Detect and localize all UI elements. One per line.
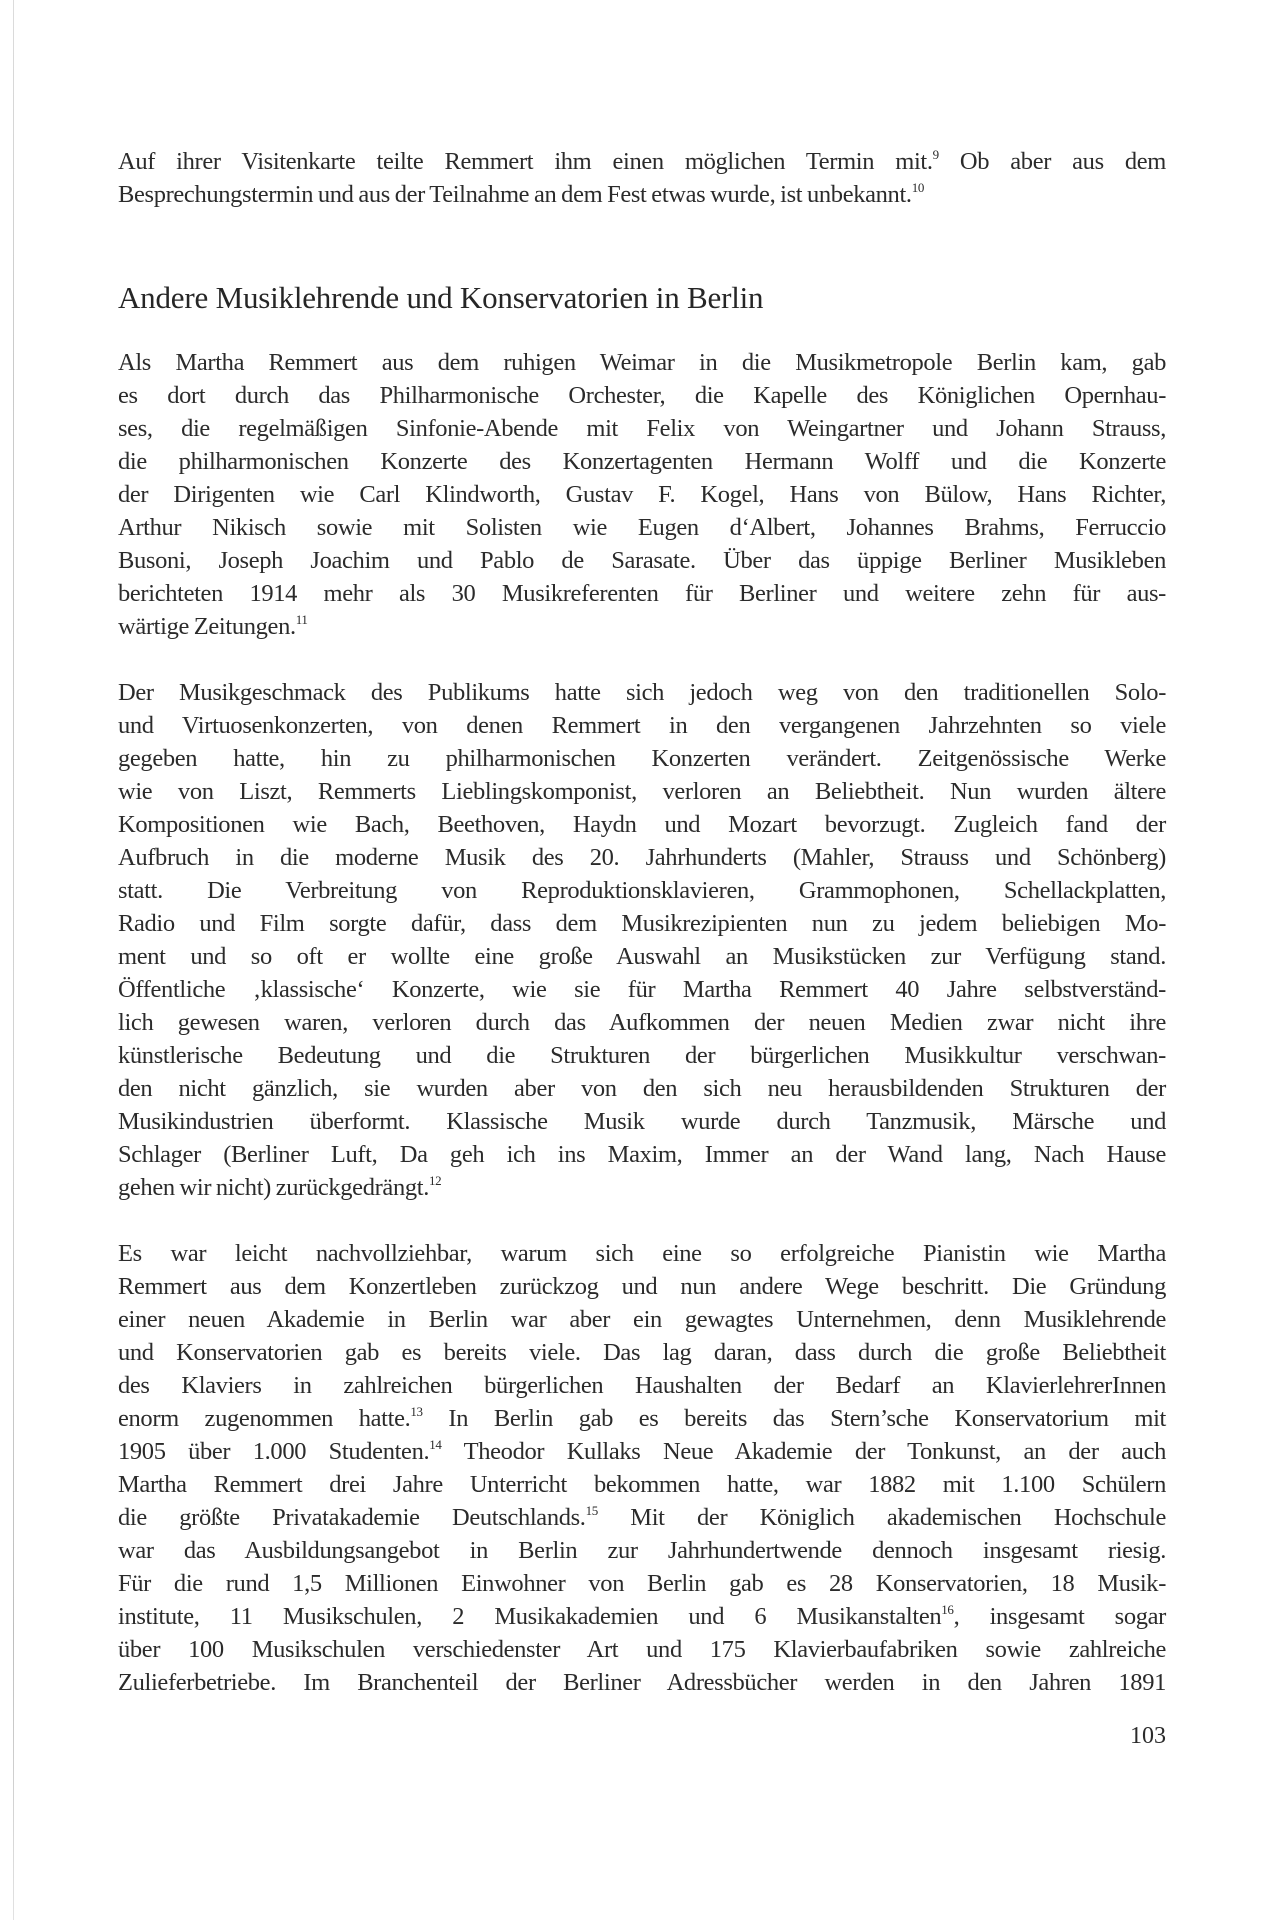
text-line: den nicht gänzlich, sie wurden aber von den sich neu herausbildenden Strukturen der	[118, 1075, 1166, 1102]
text-line: statt. Die Verbreitung von Reproduktionsklavieren, Grammophonen, Schellackplatten,	[118, 877, 1166, 904]
text-line: Martha Remmert drei Jahre Unterricht bekommen hatte, war 1882 mit 1.100 Schülern	[118, 1471, 1166, 1498]
text-line: gegeben hatte, hin zu philharmonischen Konzerten verändert. Zeitgenössische Werke	[118, 745, 1166, 772]
text-line: Auf ihrer Visitenkarte teilte Remmert ihm einen möglichen Termin mit.$^9$ Ob aber aus dem	[118, 147, 1166, 175]
footnote-ref[interactable]: 16	[941, 1602, 954, 1617]
text-line: 1905 über 1.000 Studenten.$^{14}$ Theodor Kullaks Neue Akademie der Tonkunst, an der auch	[118, 1437, 1166, 1465]
text-line: Arthur Nikisch sowie mit Solisten wie Eugen d‘Albert, Johannes Brahms, Ferruccio	[118, 514, 1166, 541]
page-number: 103	[1130, 1723, 1166, 1749]
text-line: Musikindustrien überformt. Klassische Musik wurde durch Tanzmusik, Märsche und	[118, 1108, 1166, 1135]
text-line: es dort durch das Philharmonische Orchester, die Kapelle des Königlichen Opernhau-	[118, 382, 1166, 409]
text-line: Es war leicht nachvollziehbar, warum sich eine so erfolgreiche Pianistin wie Martha	[118, 1240, 1166, 1267]
text-line: institute, 11 Musikschulen, 2 Musikakademien und 6 Musikanstalten$^{16}$, insgesamt sogar	[118, 1602, 1166, 1630]
text-line: Aufbruch in die moderne Musik des 20. Jahrhunderts (Mahler, Strauss und Schönberg)	[118, 844, 1166, 871]
text-line: über 100 Musikschulen verschiedenster Art und 175 Klavierbaufabriken sowie zahlreiche	[118, 1636, 1166, 1663]
text-line: Der Musikgeschmack des Publikums hatte sich jedoch weg von den traditionellen Solo-	[118, 679, 1166, 706]
footnote-ref[interactable]: 15	[585, 1503, 598, 1518]
text-line: einer neuen Akademie in Berlin war aber ein gewagtes Unternehmen, denn Musiklehrende	[118, 1306, 1166, 1333]
text-line: Zulieferbetriebe. Im Branchenteil der Berliner Adressbücher werden in den Jahren 1891	[118, 1669, 1166, 1696]
text-line: die größte Privatakademie Deutschlands.$^{15}$ Mit der Königlich akademischen Hochschule	[118, 1503, 1166, 1531]
footnote-ref[interactable]: 11	[295, 612, 308, 627]
text-line: Als Martha Remmert aus dem ruhigen Weimar in die Musikmetropole Berlin kam, gab	[118, 349, 1166, 376]
footnote-ref[interactable]: 10	[911, 180, 924, 195]
text-line: Besprechungstermin und aus der Teilnahme an dem Fest etwas wurde, ist unbekannt.$^{10}$	[118, 180, 924, 208]
text-line: war das Ausbildungsangebot in Berlin zur Jahrhundertwende dennoch insgesamt riesig.	[118, 1537, 1166, 1564]
text-line: berichteten 1914 mehr als 30 Musikreferenten für Berliner und weitere zehn für aus-	[118, 580, 1166, 607]
text-line: die philharmonischen Konzerte des Konzertagenten Hermann Wolff und die Konzerte	[118, 448, 1166, 475]
text-line: künstlerische Bedeutung und die Strukturen der bürgerlichen Musikkultur verschwan-	[118, 1042, 1166, 1069]
text-line: Kompositionen wie Bach, Beethoven, Haydn und Mozart bevorzugt. Zugleich fand der	[118, 811, 1166, 838]
footnote-ref[interactable]: 14	[429, 1437, 442, 1452]
text-line: und Konservatorien gab es bereits viele. Das lag daran, dass durch die große Beliebtheit	[118, 1339, 1166, 1366]
text-line: Radio und Film sorgte dafür, dass dem Musikrezipienten nun zu jedem beliebigen Mo-	[118, 910, 1166, 937]
text-line: der Dirigenten wie Carl Klindworth, Gustav F. Kogel, Hans von Bülow, Hans Richter,	[118, 481, 1166, 508]
text-line: Remmert aus dem Konzertleben zurückzog und nun andere Wege beschritt. Die Gründung	[118, 1273, 1166, 1300]
footnote-ref[interactable]: 12	[428, 1173, 442, 1188]
text-line: enorm zugenommen hatte.$^{13}$ In Berlin gab es bereits das Stern’sche Konservatorium mit	[118, 1404, 1167, 1432]
text-line: Schlager (Berliner Luft, Da geh ich ins Maxim, Immer an der Wand lang, Nach Hause	[118, 1141, 1166, 1168]
page-gutter-line	[13, 0, 14, 1920]
text-line: und Virtuosenkonzerten, von denen Remmert in den vergangenen Jahrzehnten so viele	[118, 712, 1166, 739]
text-line: wie von Liszt, Remmerts Lieblingskomponist, verloren an Beliebtheit. Nun wurden ältere	[118, 778, 1166, 805]
text-line: lich gewesen waren, verloren durch das Aufkommen der neuen Medien zwar nicht ihre	[118, 1009, 1166, 1036]
text-line: ses, die regelmäßigen Sinfonie-Abende mit Felix von Weingartner und Johann Strauss,	[118, 415, 1166, 442]
text-line: Für die rund 1,5 Millionen Einwohner von Berlin gab es 28 Konservatorien, 18 Musik-	[118, 1570, 1166, 1597]
text-line: wärtige Zeitungen.$^{11}$	[118, 612, 308, 640]
text-line: Öffentliche ‚klassische‘ Konzerte, wie sie für Martha Remmert 40 Jahre selbstverständ-	[118, 976, 1166, 1003]
footnote-ref[interactable]: 9	[932, 147, 939, 162]
text-line: ment und so oft er wollte eine große Auswahl an Musikstücken zur Verfügung stand.	[118, 943, 1166, 970]
footnote-ref[interactable]: 13	[410, 1404, 423, 1419]
section-heading: Andere Musiklehrende und Konservatorien in Berlin	[118, 280, 764, 315]
text-line: gehen wir nicht) zurückgedrängt.$^{12}$	[118, 1173, 442, 1201]
text-line: Busoni, Joseph Joachim und Pablo de Sarasate. Über das üppige Berliner Musikleben	[118, 547, 1166, 574]
text-line: des Klaviers in zahlreichen bürgerlichen Haushalten der Bedarf an KlavierlehrerInnen	[118, 1372, 1166, 1399]
